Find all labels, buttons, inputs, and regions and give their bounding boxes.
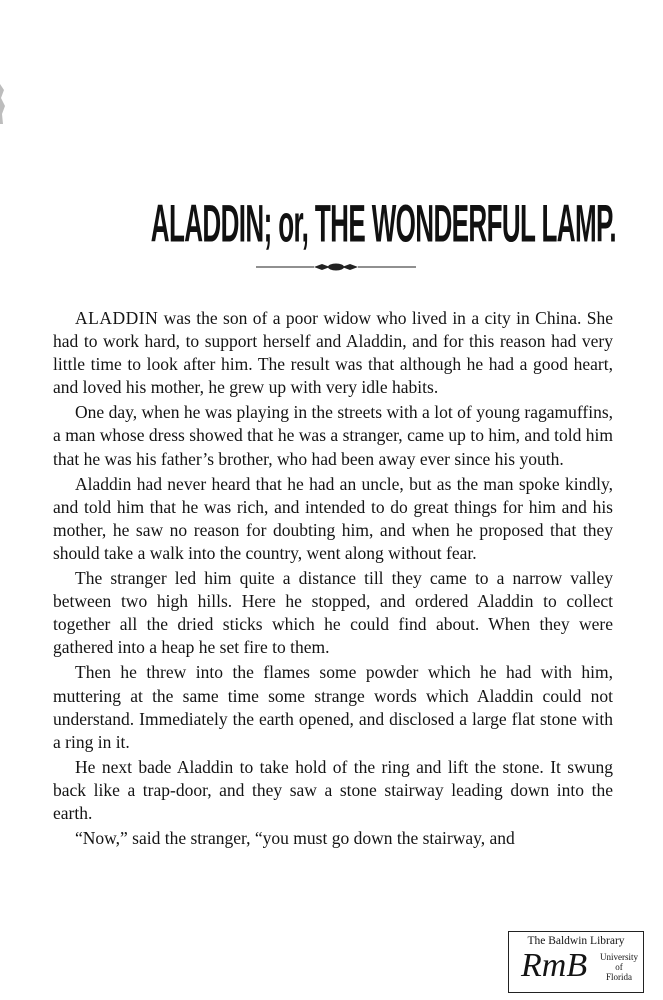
library-stamp <box>508 931 644 993</box>
paragraph: Then he threw into the flames some powder which he had with him, muttering at the same time some strange words which Aladdin could not understand. Immediately the earth opened, and disclosed a large flat stone with a ring in it. <box>53 662 613 752</box>
paragraph-lead-word: ALADDIN <box>75 308 159 328</box>
page-edge-speck <box>0 84 8 124</box>
ornament-divider <box>256 260 416 274</box>
paragraph <box>53 307 613 399</box>
paragraph: Aladdin had never heard that he had an uncle, but as the man spoke kindly, and told him that he was rich, and intended to do great things for him and his mother, he saw no reason for doubting him, and when he proposed that they should take a walk into the country, went along without fear. <box>53 473 613 563</box>
story-text <box>53 307 613 852</box>
paragraph: One day, when he was playing in the streets with a lot of young ragamuffins, a man whose dress showed that he was a stranger, came up to him, and told him that he was his father’s brother, who had been away ever since his youth. <box>53 402 613 469</box>
library-name: The Baldwin Library <box>527 935 625 947</box>
paragraph: The stranger led him quite a distance till they came to a narrow valley between two high hills. Here he stopped, and ordered Aladdin to collect together all the dried sticks which he could find about. When they were gathered into a heap he set fire to them. <box>53 568 613 658</box>
library-monogram: RmB <box>521 947 588 984</box>
chapter-title: ALADDIN; or, THE WONDERFUL LAMP. <box>150 194 617 253</box>
institution-line: Florida <box>606 972 632 982</box>
institution-name <box>595 952 643 982</box>
paragraph: He next bade Aladdin to take hold of the ring and lift the stone. It swung back like a trap-door, and they saw a stone stairway leading down into the earth. <box>53 756 613 823</box>
institution-line: University <box>600 952 638 962</box>
paragraph: “Now,” said the stranger, “you must go down the stairway, and <box>75 828 515 849</box>
institution-line: of <box>615 962 623 972</box>
paragraph-text: was the son of a poor widow who lived in a city in China. She had to work hard, to support herself and Aladdin, and for this reason had very little time to look after him. The result was that although he had a good heart, and loved his mother, he grew up with very idle habits. <box>53 308 613 398</box>
